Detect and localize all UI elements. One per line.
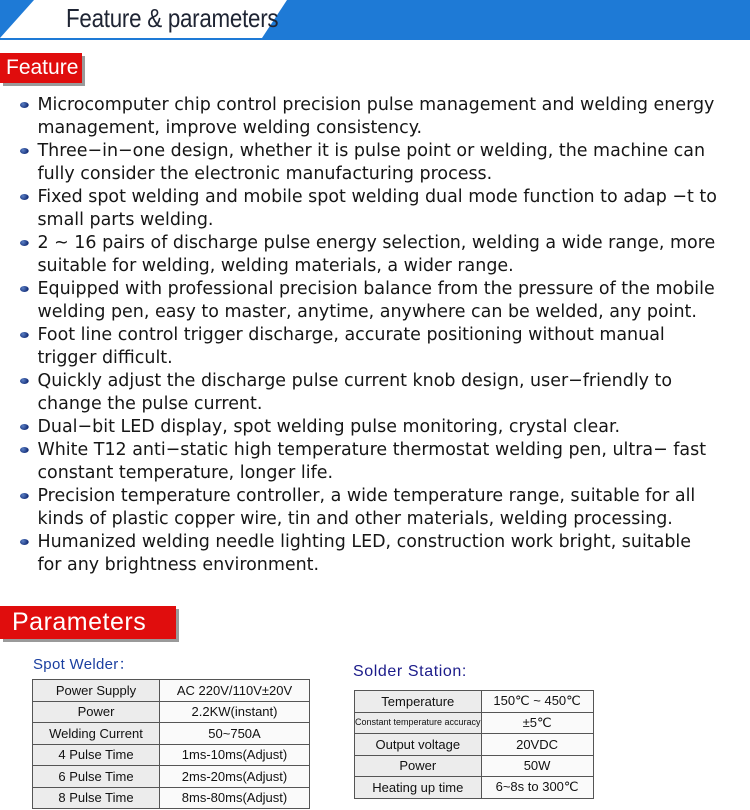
bullet-icon <box>20 424 29 430</box>
list-item: Quickly adjust the discharge pulse current knob design, user−friendly to change the pulse current. <box>20 369 720 415</box>
bullet-icon <box>20 378 29 384</box>
solder-station-caption: Solder Station: <box>353 663 467 680</box>
list-item: White T12 anti−static high temperature thermostat welding pen, ultra− fast constant temperature, longer life. <box>20 438 720 484</box>
table-row: 6 Pulse Time 2ms-20ms(Adjust) <box>33 766 310 788</box>
bullet-icon <box>20 148 29 154</box>
bullet-icon <box>20 332 29 338</box>
list-item: Three−in−one design, whether it is pulse point or welding, the machine can fully consider the electronic manufacturing process. <box>20 139 720 185</box>
solder-station-table <box>354 690 594 799</box>
table-row: Output voltage 20VDC <box>355 734 594 756</box>
table-row: 4 Pulse Time 1ms-10ms(Adjust) <box>33 744 310 766</box>
table-row: Temperature 150℃ ~ 450℃ <box>355 691 594 713</box>
spot-welder-table <box>32 679 310 809</box>
spot-welder-caption: Spot Welder： <box>33 656 134 673</box>
page-title: Feature & parameters <box>66 3 279 33</box>
list-item: Humanized welding needle lighting LED, construction work bright, suitable for any brightness environment. <box>20 530 720 576</box>
list-item: Foot line control trigger discharge, accurate positioning without manual trigger difficult. <box>20 323 720 369</box>
bullet-icon <box>20 102 29 108</box>
bullet-icon <box>20 286 29 292</box>
list-item: Equipped with professional precision balance from the pressure of the mobile welding pen, easy to master, anytime, anywhere can be welded, any point. <box>20 277 720 323</box>
table-row: Power 2.2KW(instant) <box>33 701 310 723</box>
list-item: Fixed spot welding and mobile spot welding dual mode function to adap −t to small parts welding. <box>20 185 720 231</box>
table-row: Power Supply AC 220V/110V±20V <box>33 680 310 702</box>
list-item: Precision temperature controller, a wide temperature range, suitable for all kinds of plastic copper wire, tin and other materials, welding processing. <box>20 484 720 530</box>
bullet-icon <box>20 194 29 200</box>
feature-section-label: Feature <box>0 53 82 83</box>
bullet-icon <box>20 240 29 246</box>
feature-list <box>20 93 742 576</box>
table-row: Heating up time 6~8s to 300℃ <box>355 777 594 799</box>
table-row: 8 Pulse Time 8ms-80ms(Adjust) <box>33 787 310 809</box>
parameters-section-label: Parameters <box>0 606 176 639</box>
table-row: Constant temperature accuracy ±5℃ <box>355 712 594 734</box>
list-item: 2 ~ 16 pairs of discharge pulse energy selection, welding a wide range, more suitable for welding, welding materials, a wider range. <box>20 231 720 277</box>
table-row: Power 50W <box>355 755 594 777</box>
list-item: Dual−bit LED display, spot welding pulse monitoring, crystal clear. <box>20 415 720 438</box>
bullet-icon <box>20 539 29 545</box>
bullet-icon <box>20 447 29 453</box>
bullet-icon <box>20 493 29 499</box>
header-banner <box>0 0 750 40</box>
list-item: Microcomputer chip control precision pulse management and welding energy management, improve welding consistency. <box>20 93 720 139</box>
table-row: Welding Current 50~750A <box>33 723 310 745</box>
